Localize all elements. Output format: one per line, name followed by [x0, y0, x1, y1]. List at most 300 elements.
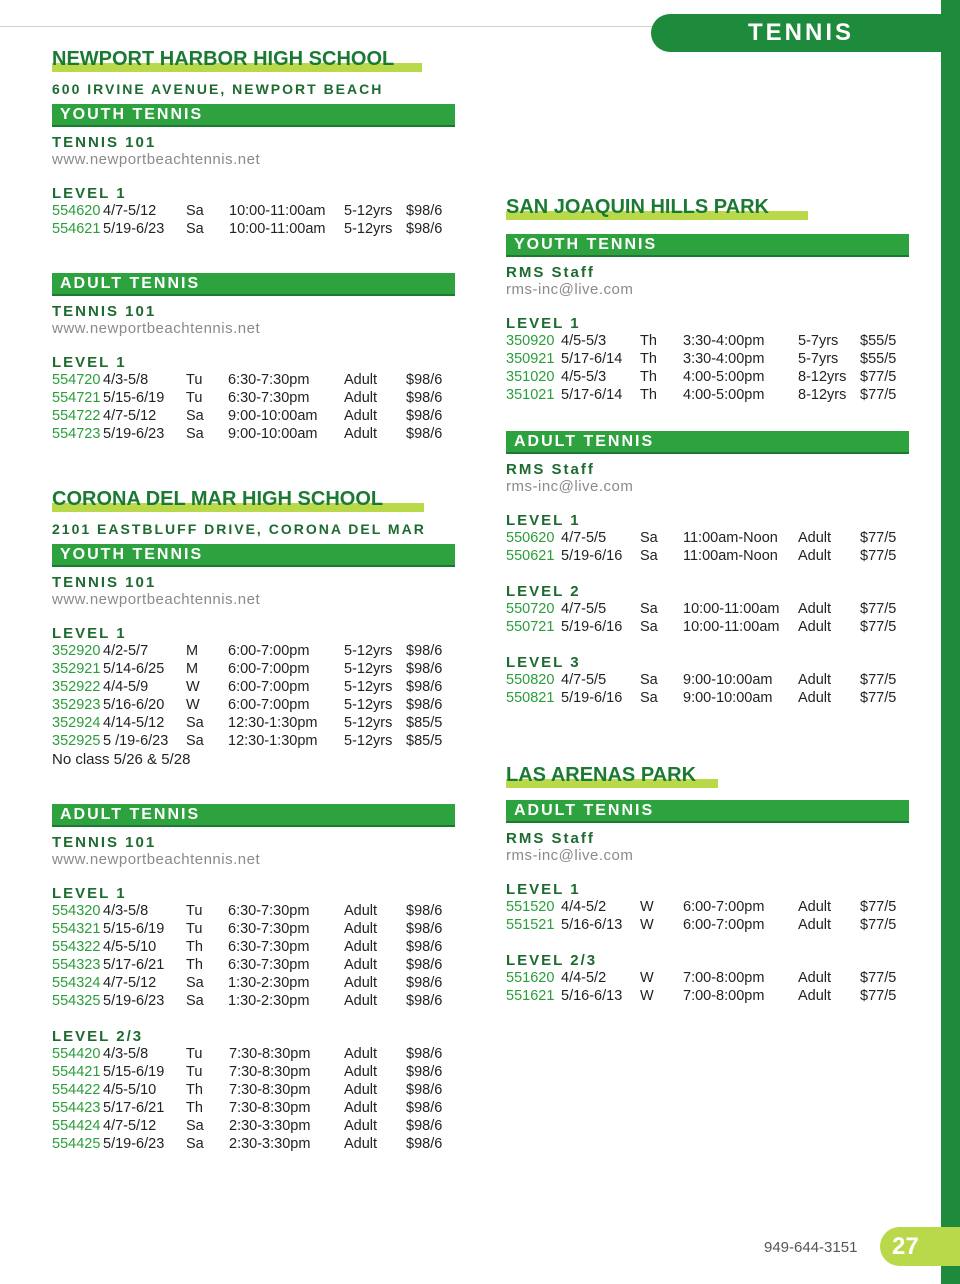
class-row	[52, 715, 455, 733]
class-row	[506, 619, 909, 637]
day: Tu	[186, 921, 203, 937]
class-id: 554620	[52, 203, 101, 219]
age-group: Adult	[344, 1064, 378, 1080]
class-row	[52, 1118, 455, 1136]
date-range: 4/3-5/8	[103, 372, 149, 388]
fee: $77/5	[860, 548, 897, 564]
website-link[interactable]: www.newportbeachtennis.net	[52, 851, 261, 868]
class-row	[52, 1046, 455, 1064]
class-row	[506, 387, 909, 405]
class-id: 554424	[52, 1118, 101, 1134]
day: W	[640, 899, 654, 915]
class-row	[506, 970, 909, 988]
date-range: 5/19-6/23	[103, 1136, 165, 1152]
fee: $77/5	[860, 970, 897, 986]
class-row	[52, 390, 455, 408]
age-group: Adult	[344, 957, 378, 973]
age-group: Adult	[798, 601, 832, 617]
top-rule	[0, 26, 655, 27]
fee: $77/5	[860, 530, 897, 546]
class-list	[506, 672, 909, 708]
website-link[interactable]: www.newportbeachtennis.net	[52, 320, 261, 337]
class-row	[52, 1082, 455, 1100]
level-heading: LEVEL 1	[506, 881, 581, 898]
class-row	[52, 921, 455, 939]
time: 6:00-7:00pm	[683, 899, 765, 915]
age-group: Adult	[798, 917, 832, 933]
age-group: Adult	[798, 970, 832, 986]
date-range: 5/19-6/16	[561, 690, 623, 706]
date-range: 5/17-6/21	[103, 957, 165, 973]
day: Sa	[640, 690, 658, 706]
fee: $98/6	[406, 1100, 443, 1116]
right-column	[506, 196, 909, 1006]
level-heading: LEVEL 2/3	[52, 1028, 144, 1045]
class-row	[52, 679, 455, 697]
date-range: 5/16-6/13	[561, 917, 623, 933]
age-group: Adult	[344, 1082, 378, 1098]
age-group: 5-12yrs	[344, 715, 393, 731]
fee: $98/6	[406, 975, 443, 991]
fee: $98/6	[406, 221, 443, 237]
email-link[interactable]: rms-inc@live.com	[506, 281, 634, 298]
instructor: RMS Staff	[506, 461, 595, 478]
class-list	[506, 601, 909, 637]
time: 6:00-7:00pm	[228, 661, 310, 677]
date-range: 4/7-5/12	[103, 203, 157, 219]
time: 9:00-10:00am	[228, 426, 318, 442]
class-id: 551520	[506, 899, 555, 915]
age-group: 5-12yrs	[344, 733, 393, 749]
day: Th	[640, 387, 657, 403]
class-row	[52, 408, 455, 426]
fee: $98/6	[406, 957, 443, 973]
class-row	[52, 733, 455, 751]
class-id: 554422	[52, 1082, 101, 1098]
time: 2:30-3:30pm	[229, 1118, 311, 1134]
day: Tu	[186, 903, 203, 919]
section-bar-youth-tennis: YOUTH TENNIS	[506, 234, 909, 257]
day: Sa	[186, 426, 204, 442]
class-id: 352922	[52, 679, 101, 695]
date-range: 5/17-6/21	[103, 1100, 165, 1116]
age-group: Adult	[344, 426, 378, 442]
class-list	[52, 372, 455, 444]
day: W	[640, 970, 654, 986]
age-group: Adult	[798, 899, 832, 915]
age-group: Adult	[344, 1118, 378, 1134]
age-group: 5-12yrs	[344, 661, 393, 677]
time: 10:00-11:00am	[229, 221, 326, 237]
date-range: 4/14-5/12	[103, 715, 165, 731]
day: Sa	[186, 993, 204, 1009]
fee: $98/6	[406, 903, 443, 919]
fee: $98/6	[406, 1118, 443, 1134]
date-range: 5/15-6/19	[103, 921, 165, 937]
school-title-corona-del-mar: CORONA DEL MAR HIGH SCHOOL	[52, 488, 455, 514]
age-group: Adult	[344, 939, 378, 955]
level-heading: LEVEL 1	[52, 885, 127, 902]
day: Th	[640, 351, 657, 367]
address: 600 IRVINE AVENUE, NEWPORT BEACH	[52, 81, 384, 97]
instructor: RMS Staff	[506, 830, 595, 847]
class-id: 554320	[52, 903, 101, 919]
course-title: TENNIS 101	[52, 574, 157, 591]
age-group: 5-12yrs	[344, 221, 393, 237]
fee: $77/5	[860, 988, 897, 1004]
time: 11:00am-Noon	[683, 530, 778, 546]
class-id: 554323	[52, 957, 101, 973]
fee: $98/6	[406, 1064, 443, 1080]
section-bar-youth-tennis: YOUTH TENNIS	[52, 544, 455, 567]
date-range: 5/16-6/13	[561, 988, 623, 1004]
class-list	[52, 903, 455, 1011]
class-list	[506, 970, 909, 1006]
fee: $77/5	[860, 601, 897, 617]
time: 6:30-7:30pm	[228, 939, 310, 955]
day: Tu	[186, 1046, 203, 1062]
time: 12:30-1:30pm	[228, 715, 318, 731]
date-range: 5/16-6/20	[103, 697, 165, 713]
day: Sa	[640, 548, 658, 564]
course-title: TENNIS 101	[52, 134, 157, 151]
age-group: Adult	[344, 372, 378, 388]
fee: $55/5	[860, 351, 897, 367]
age-group: Adult	[344, 1046, 378, 1062]
day: Tu	[186, 372, 203, 388]
date-range: 4/5-5/3	[561, 333, 607, 349]
class-row	[52, 426, 455, 444]
time: 6:00-7:00pm	[683, 917, 765, 933]
class-list	[52, 1046, 455, 1154]
class-row	[52, 1136, 455, 1154]
level-heading: LEVEL 1	[52, 185, 127, 202]
time: 1:30-2:30pm	[228, 993, 310, 1009]
class-id: 550621	[506, 548, 555, 564]
class-id: 554721	[52, 390, 101, 406]
age-group: Adult	[344, 903, 378, 919]
date-range: 5/14-6/25	[103, 661, 165, 677]
age-group: 5-12yrs	[344, 203, 393, 219]
day: W	[640, 988, 654, 1004]
section-bar-adult-tennis: ADULT TENNIS	[52, 273, 455, 296]
class-id: 550820	[506, 672, 555, 688]
fee: $98/6	[406, 408, 443, 424]
fee: $98/6	[406, 1136, 443, 1152]
class-row	[506, 988, 909, 1006]
class-row	[506, 690, 909, 708]
park-title-las-arenas: LAS ARENAS PARK	[506, 764, 909, 790]
day: Sa	[186, 1118, 204, 1134]
day: Tu	[186, 390, 203, 406]
section-tab: TENNIS	[651, 14, 941, 52]
class-list	[506, 899, 909, 935]
time: 6:30-7:30pm	[228, 903, 310, 919]
class-row	[52, 1100, 455, 1118]
time: 9:00-10:00am	[683, 672, 773, 688]
age-group: Adult	[344, 975, 378, 991]
time: 6:30-7:30pm	[228, 390, 310, 406]
age-group: 8-12yrs	[798, 369, 847, 385]
age-group: Adult	[344, 1136, 378, 1152]
age-group: Adult	[344, 1100, 378, 1116]
class-row	[52, 661, 455, 679]
class-row	[506, 917, 909, 935]
date-range: 5/17-6/14	[561, 351, 623, 367]
day: Sa	[186, 221, 204, 237]
class-row	[52, 697, 455, 715]
class-row	[506, 369, 909, 387]
class-id: 554425	[52, 1136, 101, 1152]
class-id: 554321	[52, 921, 101, 937]
fee: $98/6	[406, 661, 443, 677]
website-link[interactable]: www.newportbeachtennis.net	[52, 591, 261, 608]
time: 7:30-8:30pm	[229, 1100, 311, 1116]
time: 11:00am-Noon	[683, 548, 778, 564]
date-range: 5/19-6/16	[561, 548, 623, 564]
fee: $85/5	[406, 733, 443, 749]
date-range: 4/4-5/2	[561, 970, 607, 986]
date-range: 4/7-5/5	[561, 672, 607, 688]
time: 9:00-10:00am	[683, 690, 773, 706]
time: 6:00-7:00pm	[228, 679, 310, 695]
time: 2:30-3:30pm	[229, 1136, 311, 1152]
date-range: 4/7-5/5	[561, 530, 607, 546]
day: Sa	[640, 530, 658, 546]
age-group: 5-12yrs	[344, 679, 393, 695]
day: M	[186, 643, 199, 659]
class-row	[506, 530, 909, 548]
class-id: 551620	[506, 970, 555, 986]
day: Sa	[186, 975, 204, 991]
date-range: 4/5-5/3	[561, 369, 607, 385]
class-row	[506, 333, 909, 351]
fee: $98/6	[406, 697, 443, 713]
date-range: 5/19-6/16	[561, 619, 623, 635]
time: 7:30-8:30pm	[229, 1082, 311, 1098]
fee: $85/5	[406, 715, 443, 731]
class-row	[52, 903, 455, 921]
fee: $98/6	[406, 203, 443, 219]
date-range: 5/19-6/23	[103, 426, 165, 442]
time: 12:30-1:30pm	[228, 733, 318, 749]
class-list	[506, 333, 909, 405]
class-list	[52, 203, 455, 239]
day: W	[186, 697, 200, 713]
fee: $77/5	[860, 369, 897, 385]
day: Sa	[186, 203, 204, 219]
fee: $98/6	[406, 390, 443, 406]
day: Th	[640, 333, 657, 349]
time: 7:00-8:00pm	[683, 970, 765, 986]
time: 6:30-7:30pm	[228, 372, 310, 388]
fee: $98/6	[406, 993, 443, 1009]
fee: $77/5	[860, 672, 897, 688]
class-list	[52, 643, 455, 751]
class-row	[52, 975, 455, 993]
fee: $98/6	[406, 679, 443, 695]
age-group: Adult	[344, 390, 378, 406]
time: 6:30-7:30pm	[228, 921, 310, 937]
class-id: 352920	[52, 643, 101, 659]
time: 10:00-11:00am	[683, 619, 780, 635]
level-heading: LEVEL 2/3	[506, 952, 598, 969]
fee: $98/6	[406, 372, 443, 388]
school-title-newport-harbor: NEWPORT HARBOR HIGH SCHOOL	[52, 48, 455, 74]
date-range: 4/7-5/12	[103, 1118, 157, 1134]
website-link[interactable]: www.newportbeachtennis.net	[52, 151, 261, 168]
fee: $98/6	[406, 426, 443, 442]
address: 2101 EASTBLUFF DRIVE, CORONA DEL MAR	[52, 521, 426, 537]
class-id: 550721	[506, 619, 555, 635]
date-range: 4/2-5/7	[103, 643, 149, 659]
class-row	[506, 351, 909, 369]
age-group: Adult	[344, 993, 378, 1009]
date-range: 4/5-5/10	[103, 1082, 157, 1098]
age-group: Adult	[798, 619, 832, 635]
day: Sa	[186, 408, 204, 424]
right-edge-bar	[941, 0, 960, 1284]
time: 6:30-7:30pm	[228, 957, 310, 973]
date-range: 5/19-6/23	[103, 221, 165, 237]
level-heading: LEVEL 1	[52, 354, 127, 371]
fee: $98/6	[406, 939, 443, 955]
class-id: 352923	[52, 697, 101, 713]
class-id: 554325	[52, 993, 101, 1009]
class-id: 554621	[52, 221, 101, 237]
class-id: 352921	[52, 661, 101, 677]
date-range: 4/7-5/12	[103, 975, 157, 991]
class-id: 554720	[52, 372, 101, 388]
date-range: 4/7-5/5	[561, 601, 607, 617]
class-row	[52, 939, 455, 957]
time: 10:00-11:00am	[229, 203, 326, 219]
class-row	[506, 899, 909, 917]
date-range: 5/17-6/14	[561, 387, 623, 403]
class-id: 352924	[52, 715, 101, 731]
date-range: 5/19-6/23	[103, 993, 165, 1009]
class-id: 350921	[506, 351, 555, 367]
day: Sa	[186, 715, 204, 731]
class-id: 550620	[506, 530, 555, 546]
date-range: 4/3-5/8	[103, 903, 149, 919]
fee: $77/5	[860, 690, 897, 706]
fee: $77/5	[860, 619, 897, 635]
class-id: 554421	[52, 1064, 101, 1080]
class-id: 551621	[506, 988, 555, 1004]
class-id: 350920	[506, 333, 555, 349]
fee: $77/5	[860, 899, 897, 915]
class-id: 554324	[52, 975, 101, 991]
day: Th	[186, 1082, 203, 1098]
fee: $98/6	[406, 921, 443, 937]
age-group: Adult	[344, 408, 378, 424]
day: Th	[186, 939, 203, 955]
level-heading: LEVEL 1	[506, 315, 581, 332]
age-group: 5-7yrs	[798, 333, 839, 349]
time: 7:30-8:30pm	[229, 1064, 311, 1080]
course-title: TENNIS 101	[52, 303, 157, 320]
park-title-san-joaquin-hills: SAN JOAQUIN HILLS PARK	[506, 196, 909, 222]
day: Th	[186, 1100, 203, 1116]
fee: $98/6	[406, 1082, 443, 1098]
level-heading: LEVEL 1	[506, 512, 581, 529]
class-id: 550720	[506, 601, 555, 617]
age-group: Adult	[798, 988, 832, 1004]
age-group: 5-12yrs	[344, 643, 393, 659]
day: M	[186, 661, 199, 677]
class-row	[52, 993, 455, 1011]
section-bar-adult-tennis: ADULT TENNIS	[506, 800, 909, 823]
day: W	[186, 679, 200, 695]
fee: $55/5	[860, 333, 897, 349]
section-bar-youth-tennis: YOUTH TENNIS	[52, 104, 455, 127]
class-id: 351021	[506, 387, 555, 403]
age-group: Adult	[798, 530, 832, 546]
class-id: 352925	[52, 733, 101, 749]
fee: $77/5	[860, 917, 897, 933]
date-range: 5/15-6/19	[103, 1064, 165, 1080]
class-id: 351020	[506, 369, 555, 385]
class-id: 551521	[506, 917, 555, 933]
age-group: Adult	[798, 690, 832, 706]
level-heading: LEVEL 2	[506, 583, 581, 600]
date-range: 4/5-5/10	[103, 939, 157, 955]
page-number: 27	[880, 1227, 960, 1266]
class-id: 554322	[52, 939, 101, 955]
schedule-note: No class 5/26 & 5/28	[52, 751, 191, 768]
email-link[interactable]: rms-inc@live.com	[506, 478, 634, 495]
class-id: 550821	[506, 690, 555, 706]
date-range: 4/4-5/9	[103, 679, 149, 695]
level-heading: LEVEL 1	[52, 625, 127, 642]
age-group: 5-12yrs	[344, 697, 393, 713]
class-row	[52, 643, 455, 661]
section-bar-adult-tennis: ADULT TENNIS	[52, 804, 455, 827]
class-row	[52, 1064, 455, 1082]
class-id: 554423	[52, 1100, 101, 1116]
instructor: RMS Staff	[506, 264, 595, 281]
time: 10:00-11:00am	[683, 601, 780, 617]
class-id: 554723	[52, 426, 101, 442]
email-link[interactable]: rms-inc@live.com	[506, 847, 634, 864]
day: Th	[640, 369, 657, 385]
course-title: TENNIS 101	[52, 834, 157, 851]
time: 9:00-10:00am	[228, 408, 318, 424]
class-row	[506, 548, 909, 566]
date-range: 4/3-5/8	[103, 1046, 149, 1062]
date-range: 5/15-6/19	[103, 390, 165, 406]
time: 6:00-7:00pm	[228, 643, 310, 659]
date-range: 5 /19-6/23	[103, 733, 169, 749]
time: 4:00-5:00pm	[683, 369, 765, 385]
level-heading: LEVEL 3	[506, 654, 581, 671]
age-group: Adult	[798, 672, 832, 688]
class-list	[506, 530, 909, 566]
day: Sa	[640, 601, 658, 617]
day: Sa	[640, 619, 658, 635]
fee: $77/5	[860, 387, 897, 403]
day: Sa	[640, 672, 658, 688]
day: Sa	[186, 1136, 204, 1152]
time: 7:30-8:30pm	[229, 1046, 311, 1062]
age-group: 8-12yrs	[798, 387, 847, 403]
class-id: 554722	[52, 408, 101, 424]
class-row	[52, 203, 455, 221]
fee: $98/6	[406, 1046, 443, 1062]
left-column	[52, 48, 455, 1154]
time: 3:30-4:00pm	[683, 351, 765, 367]
